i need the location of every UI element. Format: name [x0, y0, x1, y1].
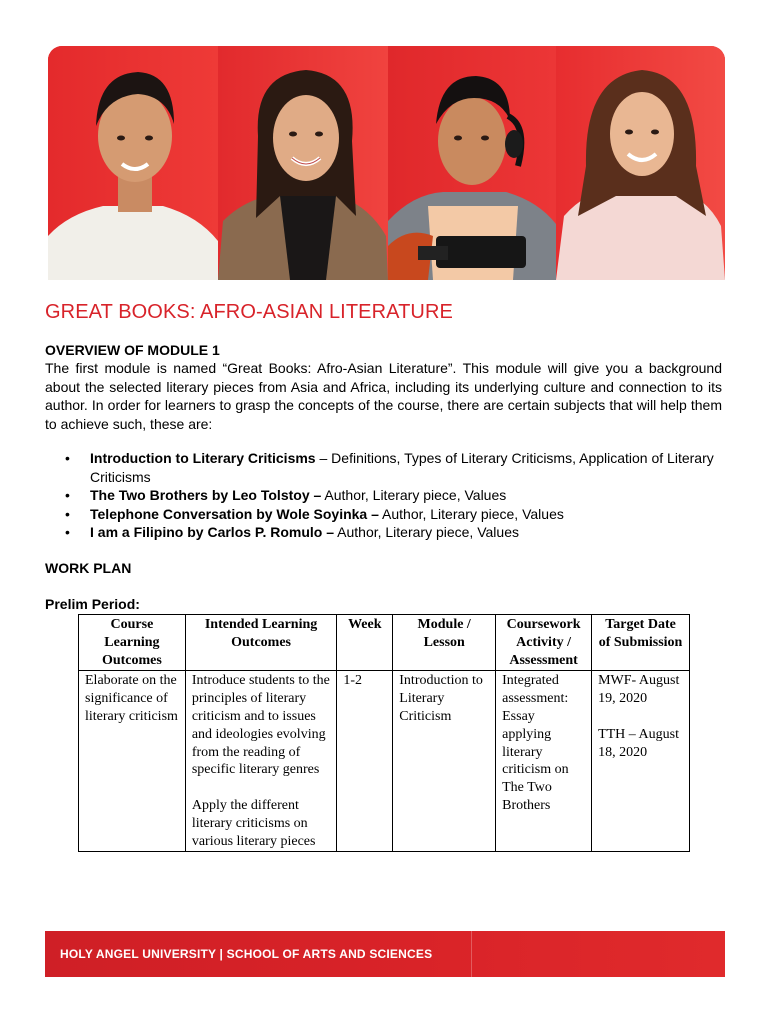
ilo-item: Apply the different literary criticisms on various literary pieces [191, 797, 316, 849]
topic-title: Telephone Conversation by Wole Soyinka – [90, 505, 379, 522]
list-item [45, 449, 722, 486]
list-item [45, 486, 722, 505]
topic-details: Author, Literary piece, Values [337, 524, 519, 540]
table-row [79, 671, 690, 852]
cell-week: 1-2 [337, 671, 393, 852]
ilo-item: Introduce students to the principles of literary criticism and to issues and ideologies evolving from the reading of specific literary genres [191, 673, 330, 778]
overview-heading: OVERVIEW OF MODULE 1 [45, 342, 220, 358]
topic-details: Definitions, Types of Literary Criticisms, Application of Literary Criticisms [90, 450, 714, 485]
student-photo-4 [556, 46, 725, 280]
topic-details: Author, Literary piece, Values [382, 505, 564, 522]
footer-text: HOLY ANGEL UNIVERSITY | SCHOOL OF ARTS AND SCIENCES [60, 947, 433, 961]
footer-bar [45, 931, 725, 977]
header-coursework-activity: Coursework Activity / Assessment [496, 615, 592, 671]
student-photo-1 [48, 46, 218, 280]
topic-title: Introduction to Literary Criticisms [90, 450, 316, 466]
cell-target-date [592, 671, 690, 852]
cell-activity: Integrated assessment: Essay applying literary criticism on The Two Brothers [496, 671, 592, 852]
topic-title: The Two Brothers by Leo Tolstoy – [90, 487, 322, 503]
cell-clo: Elaborate on the significance of literary criticism [79, 671, 186, 852]
work-plan-table [78, 614, 690, 852]
student-photo-3 [388, 46, 556, 280]
topic-list [45, 449, 722, 542]
list-item [45, 523, 722, 542]
topic-title: I am a Filipino by Carlos P. Romulo – [90, 524, 335, 540]
cell-ilo [185, 671, 337, 852]
header-target-date: Target Date of Submission [592, 615, 690, 671]
list-item [45, 505, 722, 524]
header-intended-learning-outcomes: Intended Learning Outcomes [185, 615, 337, 671]
topic-details: Author, Literary piece, Values [324, 487, 507, 503]
table-header-row [79, 615, 690, 671]
footer-divider [471, 931, 472, 977]
header-module-lesson: Module / Lesson [393, 615, 496, 671]
header-week: Week [337, 615, 393, 671]
document-title: GREAT BOOKS: AFRO-ASIAN LITERATURE [45, 301, 453, 323]
header-course-learning-outcomes: Course Learning Outcomes [79, 615, 186, 671]
cell-module: Introduction to Literary Criticism [393, 671, 496, 852]
date-item: MWF- August 19, 2020 [598, 673, 680, 707]
header-banner [48, 46, 725, 280]
work-plan-heading: WORK PLAN [45, 560, 132, 576]
topic-separator: – [315, 450, 332, 466]
prelim-period-heading: Prelim Period: [45, 596, 140, 612]
date-item: TTH – August 18, 2020 [598, 726, 679, 760]
student-photo-2 [218, 46, 388, 280]
overview-paragraph: The first module is named “Great Books: Afro-Asian Literature”. This module will give you a background about the selected literary pieces from Asia and Africa, including its underlying culture and connection to its author. In order for learners to grasp the concepts of the course, there are certain subjects that will help them to achieve such, these are: [45, 360, 722, 432]
